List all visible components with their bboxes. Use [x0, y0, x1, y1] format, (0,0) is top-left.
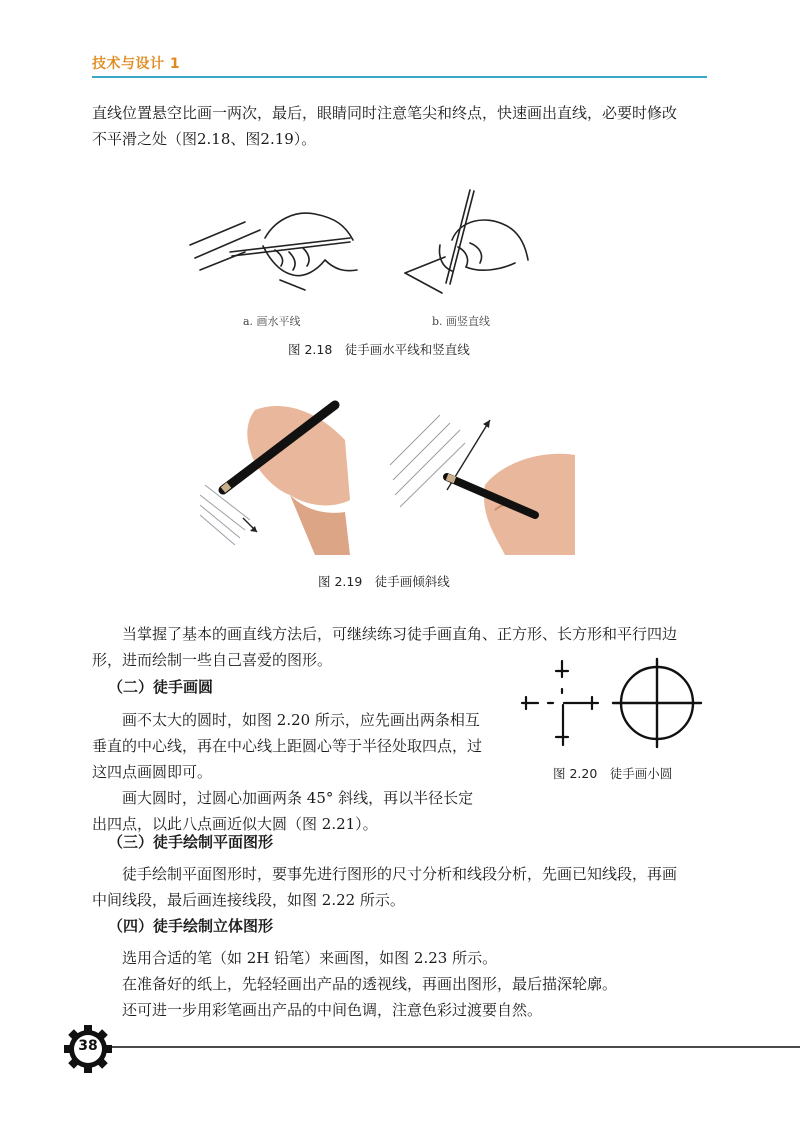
section-2-p2-line-1: 画大圆时，过圆心加画两条 45° 斜线，再以半径长定 [122, 789, 474, 807]
fig-2-19-caption: 图 2.19 徒手画倾斜线 [318, 574, 450, 589]
intro-line-2: 不平滑之处（图2.18、图2.19）。 [92, 130, 317, 148]
section-2-p1-line-3: 这四点画圆即可。 [92, 763, 213, 781]
section-3-line-1: 徒手绘制平面图形时，要事先进行图形的尺寸分析和线段分析，先画已知线段，再画 [122, 865, 678, 883]
fig-2-19-photo-left [195, 400, 350, 555]
fig-2-20-caption: 图 2.20 徒手画小圆 [553, 766, 673, 781]
fig-2-18b-label: b. 画竖直线 [432, 315, 491, 328]
section-4-line-2: 在准备好的纸上，先轻轻画出产品的透视线，再画出图形，最后描深轮廓。 [122, 975, 618, 993]
section-2-heading: （二）徒手画圆 [108, 678, 214, 696]
fig-2-20-circle [610, 655, 705, 750]
fig-2-20-center-lines [520, 655, 610, 750]
fig-2-18b-illustration [400, 185, 530, 310]
section-2-p2-line-2: 出四点，以此八点画近似大圆（图 2.21）。 [92, 815, 378, 833]
section-3-heading: （三）徒手绘制平面图形 [108, 833, 274, 851]
page-number: 38 [78, 1038, 98, 1054]
section-2-p1-line-1: 画不太大的圆时，如图 2.20 所示，应先画出两条相互 [122, 711, 480, 729]
fig-2-18a-label: a. 画水平线 [243, 315, 301, 328]
intro-line-1: 直线位置悬空比画一两次，最后，眼睛同时注意笔尖和终点，快速画出直线，必要时修改 [92, 104, 678, 122]
running-header-title: 技术与设计 1 [92, 56, 181, 72]
practice-line-1: 当掌握了基本的画直线方法后，可继续练习徒手画直角、正方形、长方形和平行四边 [122, 625, 678, 643]
section-2-p1-line-2: 垂直的中心线，再在中心线上距圆心等于半径处取四点，过 [92, 737, 483, 755]
header-rule [92, 76, 707, 78]
fig-2-19-photo-right [385, 405, 575, 555]
fig-2-18-caption: 图 2.18 徒手画水平线和竖直线 [288, 342, 470, 357]
section-3-line-2: 中间线段，最后画连接线段，如图 2.22 所示。 [92, 891, 405, 909]
footer-rule [110, 1046, 800, 1048]
section-4-heading: （四）徒手绘制立体图形 [108, 917, 274, 935]
section-4-line-3: 还可进一步用彩笔画出产品的中间色调，注意色彩过渡要自然。 [122, 1001, 543, 1019]
fig-2-18a-illustration [185, 200, 360, 310]
practice-line-2: 形，进而绘制一些自己喜爱的图形。 [92, 651, 333, 669]
section-4-line-1: 选用合适的笔（如 2H 铅笔）来画图，如图 2.23 所示。 [122, 949, 498, 967]
